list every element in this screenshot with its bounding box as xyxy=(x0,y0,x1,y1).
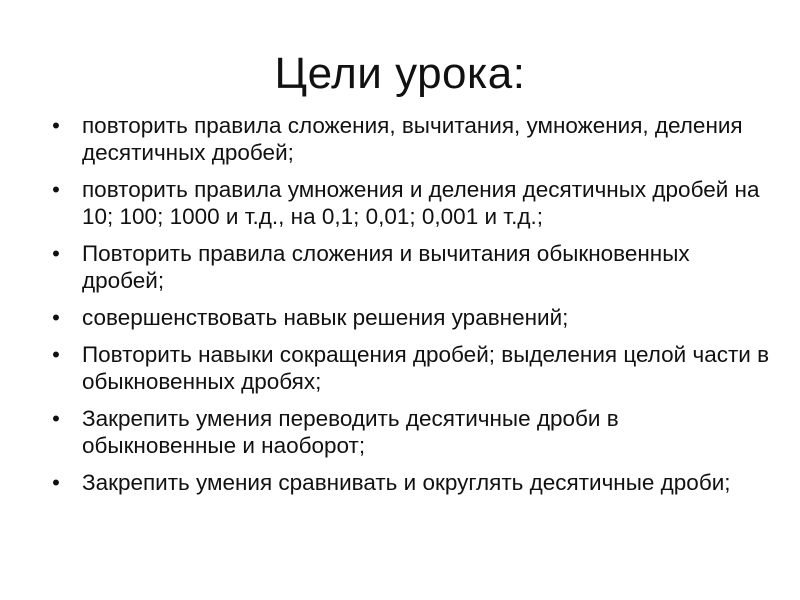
goal-text: Закрепить умения сравнивать и округлять десятичные дроби; xyxy=(82,470,731,495)
goal-item xyxy=(46,341,776,395)
goal-text: Закрепить умения переводить десятичные дроби в обыкновенные и наоборот; xyxy=(82,406,619,458)
goal-text: повторить правила сложения, вычитания, умножения, деления десятичных дробей; xyxy=(82,113,743,165)
bullet-icon: • xyxy=(52,177,60,202)
goal-text: Повторить правила сложения и вычитания обыкновенных дробей; xyxy=(82,241,690,293)
bullet-icon: • xyxy=(52,241,60,266)
slide-title: Цели урока: xyxy=(274,49,526,98)
goal-item xyxy=(46,304,776,331)
goal-text: совершенствовать навык решения уравнений; xyxy=(82,305,569,330)
goal-item xyxy=(46,405,776,459)
bullet-icon: • xyxy=(52,305,60,330)
goal-item xyxy=(46,176,776,230)
goals-list xyxy=(46,112,776,506)
goal-item xyxy=(46,112,776,166)
bullet-icon: • xyxy=(52,470,60,495)
goal-item xyxy=(46,469,776,496)
goal-text: повторить правила умножения и деления десятичных дробей на 10; 100; 1000 и т.д., на 0,1; 0,01; 0,001 и т.д.; xyxy=(82,177,760,229)
goal-text: Повторить навыки сокращения дробей; выделения целой части в обыкновенных дробях; xyxy=(82,342,770,394)
bullet-icon: • xyxy=(52,113,60,138)
bullet-icon: • xyxy=(52,342,60,367)
goal-item xyxy=(46,240,776,294)
bullet-icon: • xyxy=(52,406,60,431)
